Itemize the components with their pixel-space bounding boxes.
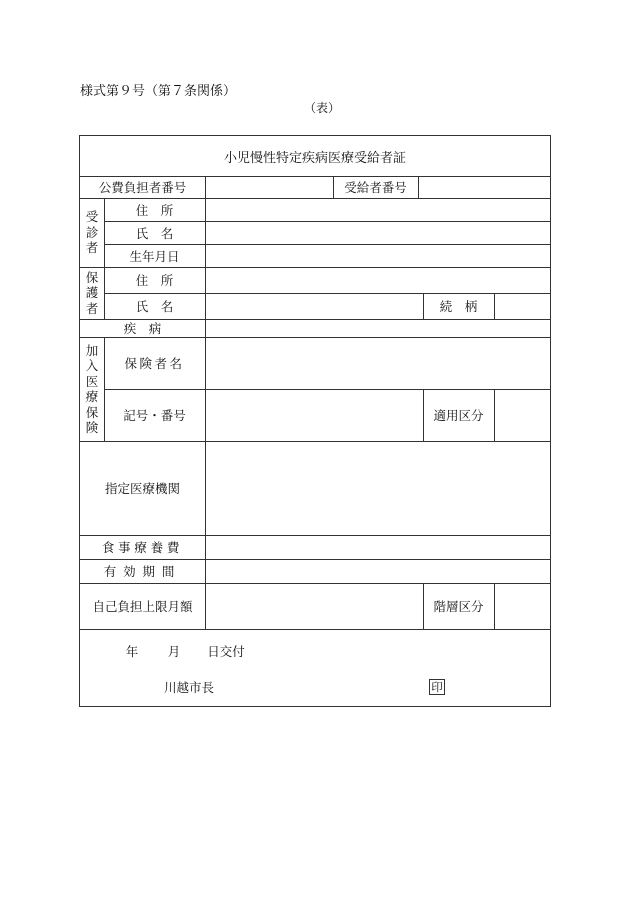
- issuer-name: 川越市長: [164, 680, 215, 695]
- designated-institution-label: 指定医療機関: [104, 481, 180, 496]
- disease-field[interactable]: [206, 319, 550, 337]
- patient-address-label: 住 所: [135, 202, 174, 218]
- insurance-group-char: 入: [85, 358, 99, 373]
- insurance-group-char: 険: [85, 420, 99, 435]
- issue-month-label: 月: [167, 644, 181, 659]
- valid-period-field[interactable]: [206, 559, 550, 583]
- insurance-group-char: 加: [85, 342, 99, 358]
- guardian-group-char: 保: [85, 269, 99, 285]
- meal-cost-label: [80, 535, 205, 559]
- patient-name-field[interactable]: [206, 221, 550, 244]
- insurer-name-field[interactable]: [206, 337, 550, 389]
- patient-group-label: [80, 198, 104, 267]
- tier-category-field[interactable]: [495, 583, 550, 629]
- patient-birthdate-field[interactable]: [206, 244, 550, 267]
- relationship-field[interactable]: [495, 293, 550, 319]
- guardian-address-field[interactable]: [206, 267, 550, 293]
- patient-group-char: 受: [85, 209, 99, 225]
- patient-group-char: 者: [85, 240, 99, 256]
- monthly-limit-label: 自己負担上限月額: [92, 599, 193, 614]
- certificate-form: [79, 135, 551, 707]
- form-number: 様式第９号（第７条関係）: [80, 84, 237, 99]
- insurance-group-char: 保: [85, 404, 99, 420]
- disease-label: 疾 病: [123, 321, 162, 336]
- issue-day-label: 日交付: [207, 644, 245, 659]
- insurance-group-char: 療: [85, 389, 99, 404]
- insurance-group-char: 医: [85, 373, 99, 389]
- guardian-name-field[interactable]: [206, 293, 423, 319]
- patient-address-field[interactable]: [206, 198, 550, 221]
- meal-cost-text: 食事療養費: [101, 540, 184, 555]
- patient-birthdate-label: 生年月日: [129, 248, 180, 264]
- applicable-category-label: 適用区分: [433, 408, 484, 423]
- tier-category-label: 階層区分: [433, 599, 484, 614]
- insurance-group-label: [80, 337, 104, 441]
- guardian-address-label: 住 所: [135, 273, 174, 288]
- monthly-limit-field[interactable]: [206, 583, 423, 629]
- designated-institution-field[interactable]: [206, 441, 550, 535]
- valid-period-label: [80, 559, 205, 583]
- patient-name-label: 氏 名: [135, 225, 174, 241]
- insurer-name-label: [104, 337, 205, 389]
- recipient-number-label: 受給者番号: [344, 180, 407, 195]
- patient-group-char: 診: [85, 224, 99, 240]
- side-label: （表）: [304, 101, 341, 115]
- recipient-number-field[interactable]: [419, 176, 550, 198]
- certificate-title: 小児慢性特定疾病医療受給者証: [223, 150, 406, 166]
- valid-period-text: 有効期間: [103, 564, 182, 579]
- symbol-number-field[interactable]: [206, 389, 423, 441]
- public-payer-number-field[interactable]: [206, 176, 333, 198]
- seal-stamp: 印: [429, 679, 445, 695]
- guardian-group-label: [80, 267, 104, 319]
- applicable-category-field[interactable]: [495, 389, 550, 441]
- insurer-name-text: 保険者名: [124, 356, 185, 371]
- guardian-group-char: 護: [85, 285, 99, 301]
- guardian-name-label: 氏 名: [135, 299, 174, 314]
- issue-year-label: 年: [125, 644, 139, 659]
- meal-cost-field[interactable]: [206, 535, 550, 559]
- public-payer-number-label: 公費負担者番号: [98, 180, 187, 195]
- relationship-label: 続 柄: [439, 299, 478, 314]
- symbol-number-label: 記号・番号: [123, 408, 186, 423]
- guardian-group-char: 者: [85, 300, 99, 316]
